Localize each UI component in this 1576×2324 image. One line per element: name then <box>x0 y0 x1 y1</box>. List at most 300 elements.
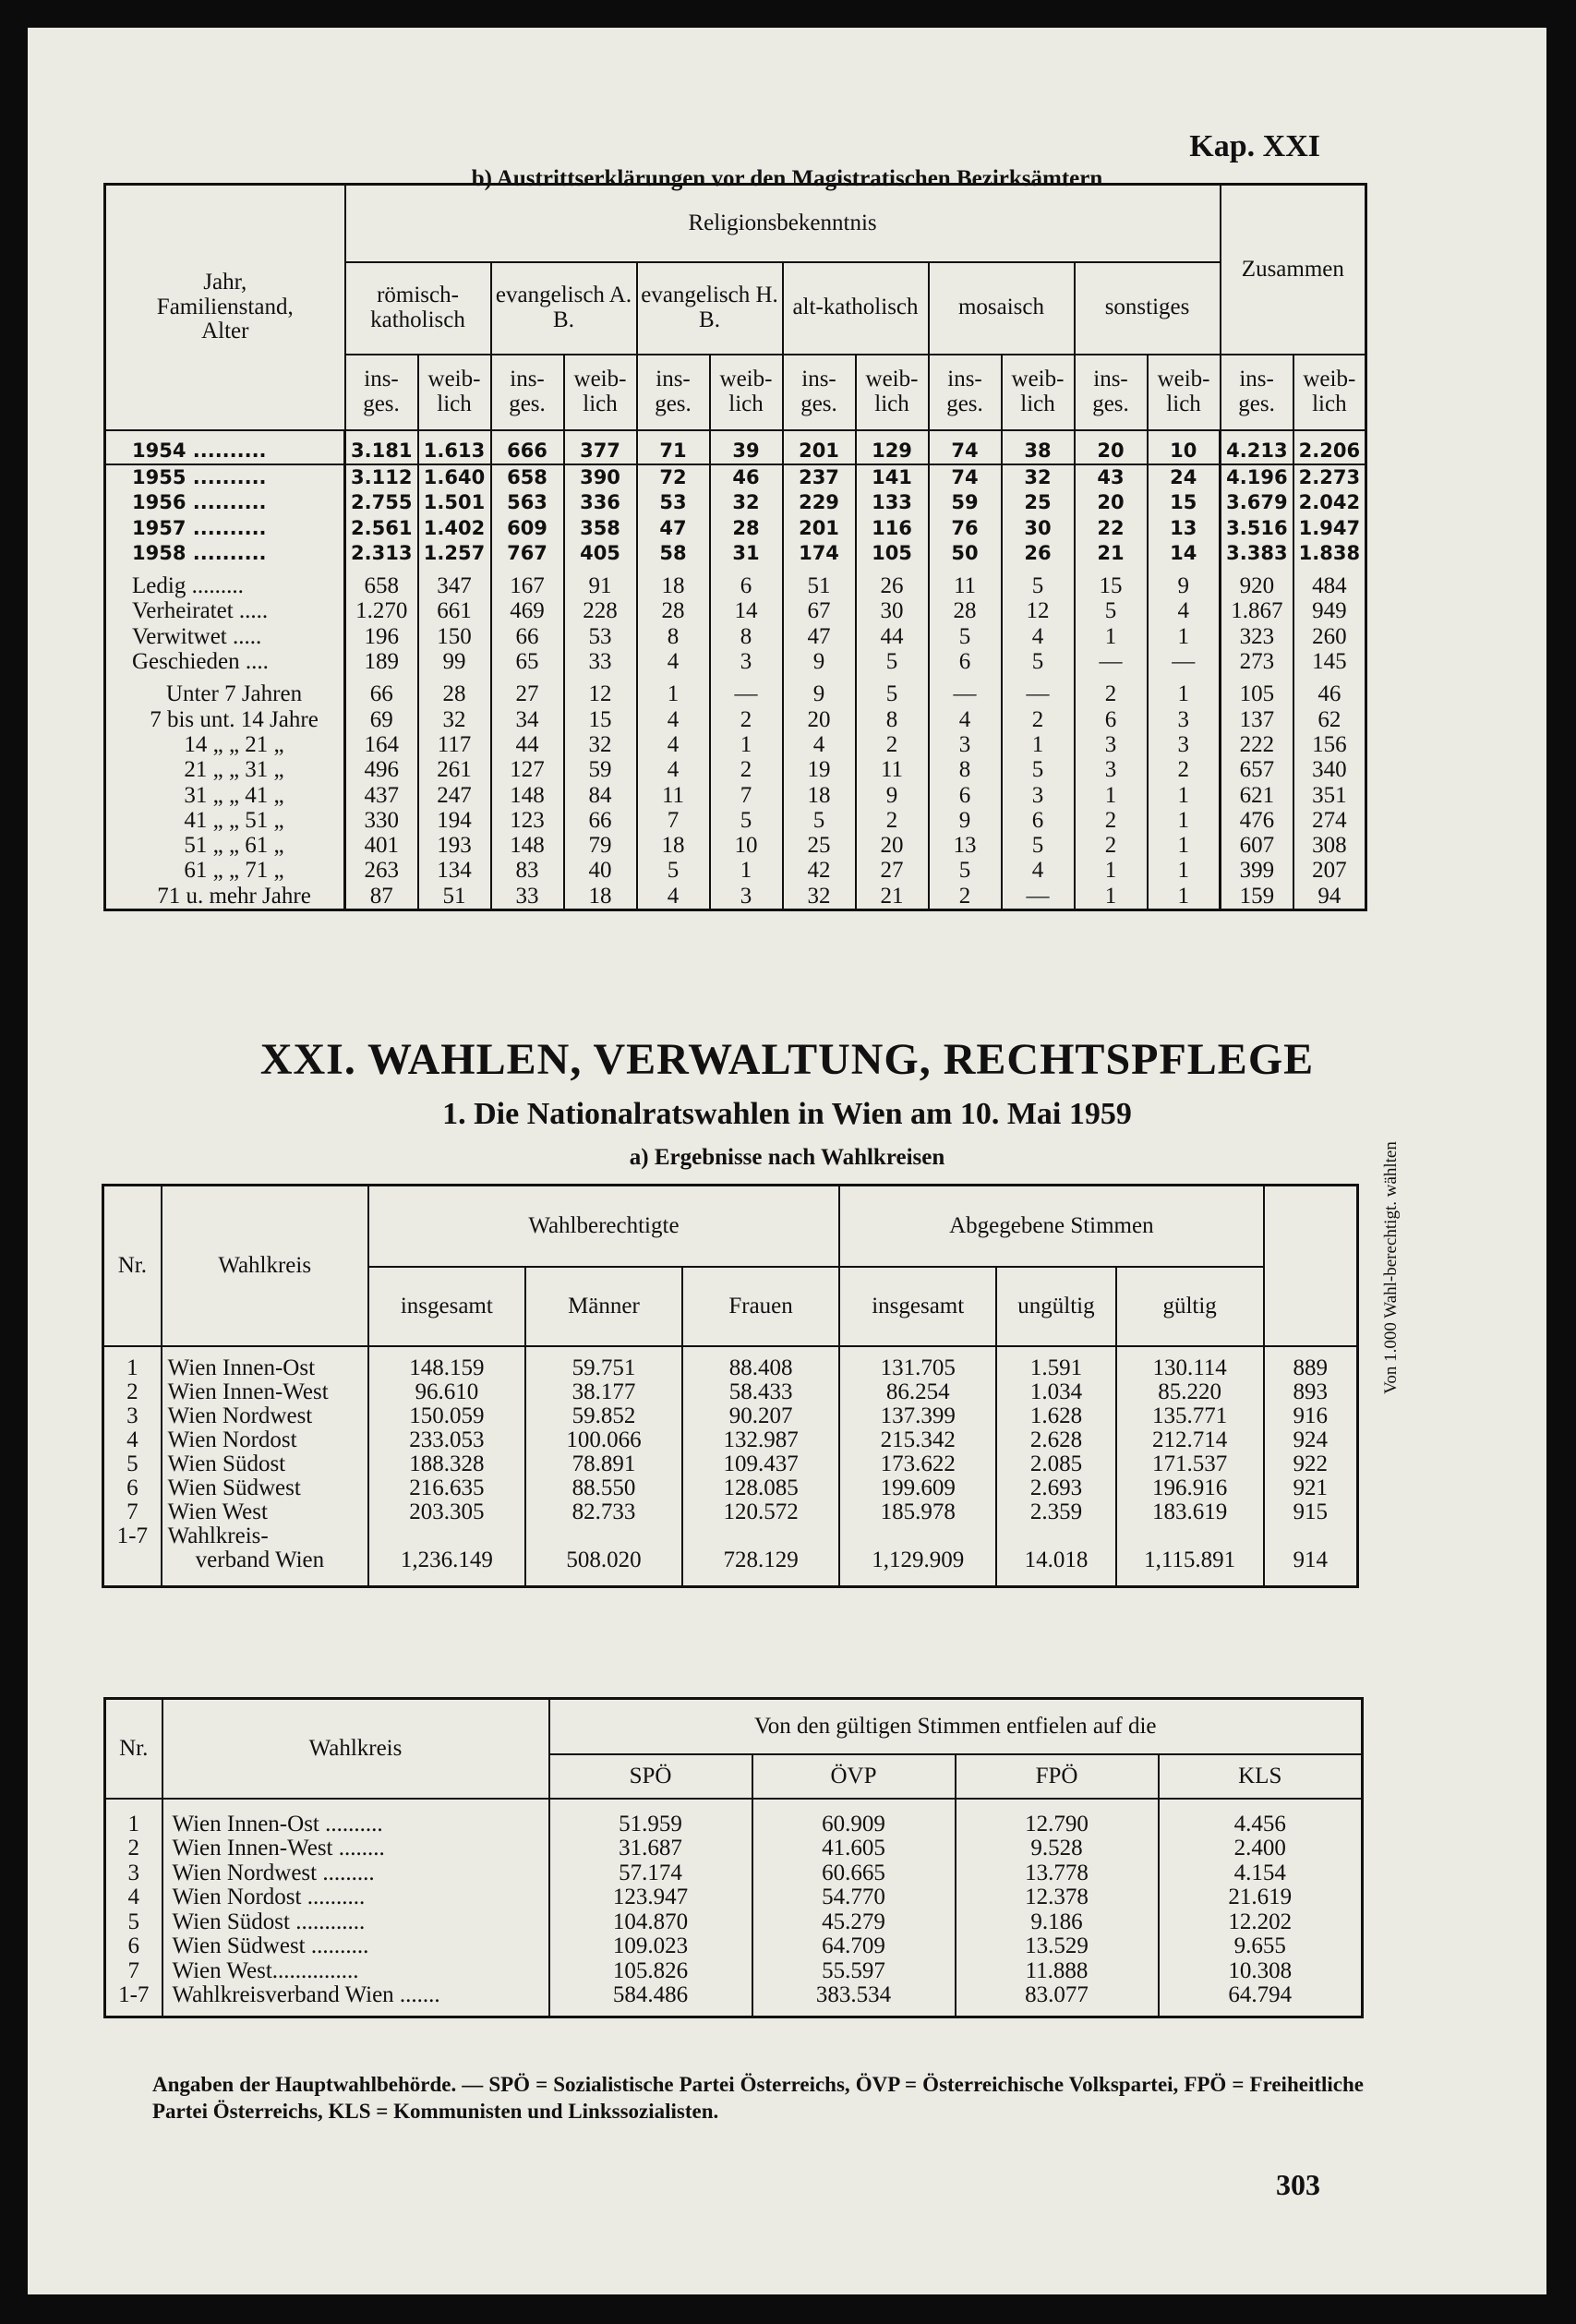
subheader-total: ins-ges. <box>1221 355 1293 430</box>
table-cell: 132.987 <box>682 1428 839 1452</box>
table-cell: 44 <box>856 624 929 649</box>
table-cell: 8 <box>637 624 710 649</box>
table-cell: 9.528 <box>956 1836 1159 1861</box>
table-cell: 5 <box>1002 757 1075 782</box>
table-cell: 4 <box>1002 858 1075 883</box>
table-cell: 3 <box>1002 782 1075 807</box>
table-cell: 1 <box>637 674 710 706</box>
table-row <box>105 674 1366 706</box>
table-cell: 33 <box>491 884 564 910</box>
table-cell: 100.066 <box>525 1428 682 1452</box>
district-name: Wien Innen-Ost <box>162 1356 368 1380</box>
table-cell: 150 <box>418 624 491 649</box>
table-cell: 496 <box>345 757 418 782</box>
page <box>28 28 1546 2294</box>
table-row <box>105 782 1366 807</box>
party-group-header: Von den gültigen Stimmen entfielen auf die <box>549 1699 1363 1754</box>
table-cell: 148 <box>491 782 564 807</box>
table-cell: 11 <box>856 757 929 782</box>
table-cell: 222 <box>1221 732 1293 757</box>
row-label: 41 „ „ 51 „ <box>184 807 284 833</box>
table-row <box>103 1476 1358 1500</box>
table-cell: 55.597 <box>752 1959 956 1984</box>
table-cell: 133 <box>856 490 929 515</box>
spacer-row <box>103 1346 1358 1356</box>
table-cell: 1 <box>1148 858 1221 883</box>
table-cell: 1 <box>710 732 783 757</box>
table-cell: 59.852 <box>525 1404 682 1428</box>
table-cell: 14.018 <box>996 1548 1115 1572</box>
empty-cell <box>1116 1524 1264 1548</box>
table-cell: 2.042 <box>1293 490 1366 515</box>
table-cell: 5 <box>1075 598 1148 623</box>
table-cell: 28 <box>637 598 710 623</box>
table-cell: 32 <box>1002 464 1075 490</box>
row-label: 31 „ „ 41 „ <box>184 782 284 808</box>
table-cell: 46 <box>710 464 783 490</box>
table-cell: 42 <box>783 858 856 883</box>
table-cell: 658 <box>491 464 564 490</box>
table-cell: 41.605 <box>752 1836 956 1861</box>
row-label: 51 „ „ 61 „ <box>184 833 284 859</box>
table-cell: 922 <box>1264 1452 1358 1476</box>
table-cell: 28 <box>710 515 783 540</box>
table-cell: 915 <box>1264 1500 1358 1524</box>
table-cell: 43 <box>1075 464 1148 490</box>
table-cell: 6 <box>1075 706 1148 731</box>
table-cell: 6 <box>710 566 783 598</box>
table-cell: 3.181 <box>345 430 418 464</box>
table-cell: 45.279 <box>752 1910 956 1935</box>
table-cell: 1 <box>1148 884 1221 910</box>
table-cell: 2 <box>710 757 783 782</box>
row-label: Geschieden .... <box>132 649 269 675</box>
table-cell: 193 <box>418 833 491 858</box>
table-cell: 484 <box>1293 566 1366 598</box>
subheader-female: weib-lich <box>418 355 491 430</box>
table-cell: 469 <box>491 598 564 623</box>
table-cell: 5 <box>1002 566 1075 598</box>
district-name: Wien Südwest .......... <box>162 1934 549 1959</box>
table-cell: 4 <box>1002 624 1075 649</box>
table-cell: 330 <box>345 808 418 833</box>
table-cell: 2.693 <box>996 1476 1115 1500</box>
table-cell: 508.020 <box>525 1548 682 1572</box>
table-cell: 87 <box>345 884 418 910</box>
table-cell: 167 <box>491 566 564 598</box>
table-cell: 405 <box>564 541 637 566</box>
district-name: Wien West............... <box>162 1959 549 1984</box>
table-cell: 20 <box>1075 430 1148 464</box>
table-cell: 82.733 <box>525 1500 682 1524</box>
table-cell: 260 <box>1293 624 1366 649</box>
table-cell: 4 <box>637 732 710 757</box>
table-cell: 2 <box>1075 674 1148 706</box>
table-cell: 2 <box>1075 808 1148 833</box>
subheader-female: weib-lich <box>710 355 783 430</box>
table-cell: 437 <box>345 782 418 807</box>
section-title: XXI. WAHLEN, VERWALTUNG, RECHTSPFLEGE <box>259 1035 1315 1084</box>
district-name: Wien Nordwest <box>162 1404 368 1428</box>
district-name: verband Wien <box>162 1548 368 1572</box>
table-cell: 90.207 <box>682 1404 839 1428</box>
row-label: 71 u. mehr Jahre <box>157 883 311 909</box>
spacer-row <box>105 1799 1363 1812</box>
table-cell: 9.186 <box>956 1910 1159 1935</box>
table-cell: 58 <box>637 541 710 566</box>
table-cell: 123.947 <box>549 1885 752 1910</box>
table-cell: 9 <box>783 649 856 674</box>
row-label: 14 „ „ 21 „ <box>184 731 284 757</box>
table-cell: 159 <box>1221 884 1293 910</box>
table-cell: 2.313 <box>345 541 418 566</box>
table-cell: 88.550 <box>525 1476 682 1500</box>
table-cell: 247 <box>418 782 491 807</box>
subheader-female: weib-lich <box>564 355 637 430</box>
table-cell: 60.665 <box>752 1861 956 1886</box>
table-cell: 86.254 <box>839 1380 996 1404</box>
footnote: Angaben der Hauptwahlbehörde. — SPÖ = Sozialistische Partei Österreichs, ÖVP = Österreichische Volkspartei, FPÖ = Freiheitliche Partei Österreichs, KLS = Kommunisten und Linkssozialisten. <box>152 2073 1364 2123</box>
table-cell: 105.826 <box>549 1959 752 1984</box>
table-cell: 83 <box>491 858 564 883</box>
table-cell: 9 <box>856 782 929 807</box>
table-row <box>105 624 1366 649</box>
table-cell: 32 <box>564 732 637 757</box>
row-number: 1 <box>103 1356 162 1380</box>
subheader-total: ins-ges. <box>1075 355 1148 430</box>
table-cell: 3 <box>1148 706 1221 731</box>
table-cell: 5 <box>1002 833 1075 858</box>
table-cell: 33 <box>564 649 637 674</box>
table-cell: 65 <box>491 649 564 674</box>
table-cell: 9 <box>783 674 856 706</box>
column-subheader: Männer <box>525 1267 682 1346</box>
row-label: 21 „ „ 31 „ <box>184 757 284 783</box>
subheader-female: weib-lich <box>1293 355 1366 430</box>
table-cell: 38 <box>1002 430 1075 464</box>
table-row <box>105 732 1366 757</box>
table-row <box>105 1910 1363 1935</box>
table-row <box>103 1404 1358 1428</box>
table-cell: 183.619 <box>1116 1500 1264 1524</box>
table-cell: 24 <box>1148 464 1221 490</box>
table-cell: 8 <box>710 624 783 649</box>
berechtigte-header: Wahlberechtigte <box>368 1186 839 1267</box>
table-row <box>105 706 1366 731</box>
row-number: 1-7 <box>103 1524 162 1548</box>
table-cell: 215.342 <box>839 1428 996 1452</box>
table-cell: 621 <box>1221 782 1293 807</box>
table-cell: 7 <box>637 808 710 833</box>
table-cell: 72 <box>637 464 710 490</box>
table-cell: 920 <box>1221 566 1293 598</box>
table-cell: 83.077 <box>956 1983 1159 2008</box>
table-cell: 2 <box>856 732 929 757</box>
table-cell: 39 <box>710 430 783 464</box>
district-name: Wien Südwest <box>162 1476 368 1500</box>
table-cell: 2.400 <box>1159 1836 1363 1861</box>
table-cell: 5 <box>929 858 1002 883</box>
table-cell: 4.196 <box>1221 464 1293 490</box>
table-cell: 2 <box>856 808 929 833</box>
table-cell: 128.085 <box>682 1476 839 1500</box>
religion-header: Religionsbekenntnis <box>345 185 1221 262</box>
table-cell: 207 <box>1293 858 1366 883</box>
table-cell: 229 <box>783 490 856 515</box>
table-cell: 3 <box>710 884 783 910</box>
table-cell: 3 <box>1148 732 1221 757</box>
stimmen-header: Abgegebene Stimmen <box>839 1186 1263 1267</box>
table-cell: 11 <box>637 782 710 807</box>
empty-cell <box>525 1524 682 1548</box>
row-label: 1957 .......... <box>132 516 267 539</box>
table-cell: 607 <box>1221 833 1293 858</box>
row-label: Unter 7 Jahren <box>165 681 303 707</box>
table-cell: 661 <box>418 598 491 623</box>
religion-group-header: evangelisch H. B. <box>637 262 783 355</box>
table-cell: 2 <box>1002 706 1075 731</box>
table-cell: 47 <box>783 624 856 649</box>
table-cell: 164 <box>345 732 418 757</box>
table-cell: 666 <box>491 430 564 464</box>
table-cell: 15 <box>1075 566 1148 598</box>
table-cell: — <box>929 674 1002 706</box>
district-name: Wien Innen-Ost .......... <box>162 1812 549 1837</box>
district-name: Wien Nordwest ......... <box>162 1861 549 1886</box>
table-cell: 199.609 <box>839 1476 996 1500</box>
table-cell: 27 <box>856 858 929 883</box>
table-cell: 21.619 <box>1159 1885 1363 1910</box>
table-cell: 59 <box>564 757 637 782</box>
table-cell: 14 <box>710 598 783 623</box>
row-number: 3 <box>103 1404 162 1428</box>
table-cell: 9.655 <box>1159 1934 1363 1959</box>
table-cell: 390 <box>564 464 637 490</box>
table-cell: 1.640 <box>418 464 491 490</box>
table-cell: 127 <box>491 757 564 782</box>
table-cell: 28 <box>418 674 491 706</box>
table-cell: 1.501 <box>418 490 491 515</box>
table-cell: 889 <box>1264 1356 1358 1380</box>
table-cell: 20 <box>783 706 856 731</box>
per1000-header: Von 1.000 Wahl-berechtigt. wählten <box>1264 1186 1358 1346</box>
table-cell: 31 <box>710 541 783 566</box>
page-number: 303 <box>1276 2168 1320 2201</box>
table-cell: 563 <box>491 490 564 515</box>
table-cell: 15 <box>564 706 637 731</box>
table-cell: 18 <box>783 782 856 807</box>
table-cell: 30 <box>1002 515 1075 540</box>
row-number: 4 <box>103 1428 162 1452</box>
table-row <box>105 833 1366 858</box>
empty-cell <box>368 1524 525 1548</box>
table-cell: 99 <box>418 649 491 674</box>
subheader-total: ins-ges. <box>783 355 856 430</box>
table-cell: 47 <box>637 515 710 540</box>
table-cell: 141 <box>856 464 929 490</box>
nr-header: Nr. <box>103 1186 162 1346</box>
table-cell: 4 <box>637 884 710 910</box>
table-cell: 12.378 <box>956 1885 1159 1910</box>
table-cell: 78.891 <box>525 1452 682 1476</box>
section-subtitle: 1. Die Nationalratswahlen in Wien am 10. Mai 1959 <box>442 1097 1132 1131</box>
table-cell: 203.305 <box>368 1500 525 1524</box>
table-cell: 148.159 <box>368 1356 525 1380</box>
table-cell: 1 <box>1148 833 1221 858</box>
table-row <box>105 1836 1363 1861</box>
table-cell: 2.206 <box>1293 430 1366 464</box>
row-number: 5 <box>105 1910 162 1935</box>
table-row <box>103 1356 1358 1380</box>
district-name: Wien Innen-West <box>162 1380 368 1404</box>
table-cell: 3 <box>929 732 1002 757</box>
table-row <box>105 1959 1363 1984</box>
table-row <box>105 541 1366 566</box>
row-number: 2 <box>105 1836 162 1861</box>
row-number: 2 <box>103 1380 162 1404</box>
row-label: 1958 .......... <box>132 541 267 564</box>
table-cell: 105 <box>1221 674 1293 706</box>
table-cell: 1 <box>1148 674 1221 706</box>
table-cell: 4 <box>637 649 710 674</box>
table-cell: 9 <box>1148 566 1221 598</box>
row-number: 6 <box>105 1934 162 1959</box>
table-cell: 10 <box>710 833 783 858</box>
row-number: 6 <box>103 1476 162 1500</box>
column-subheader: gültig <box>1116 1267 1264 1346</box>
row-label: Verwitwet ..... <box>132 623 262 649</box>
table-cell: 22 <box>1075 515 1148 540</box>
table-cell: 1.034 <box>996 1380 1115 1404</box>
table-cell: 64.709 <box>752 1934 956 1959</box>
table-cell: 728.129 <box>682 1548 839 1572</box>
table-cell: — <box>1075 649 1148 674</box>
table-cell: 201 <box>783 430 856 464</box>
withdrawal-table <box>103 183 1367 911</box>
table-cell: 185.978 <box>839 1500 996 1524</box>
table-cell: 2 <box>1075 833 1148 858</box>
table-cell: 4.213 <box>1221 430 1293 464</box>
table-cell: 12.790 <box>956 1812 1159 1837</box>
table-cell: 40 <box>564 858 637 883</box>
table-cell: 13.529 <box>956 1934 1159 1959</box>
spacer-row <box>103 1572 1358 1587</box>
table-cell: 5 <box>710 808 783 833</box>
table-cell: 196 <box>345 624 418 649</box>
empty-cell <box>996 1524 1115 1548</box>
table-cell: 1.838 <box>1293 541 1366 566</box>
column-subheader: insgesamt <box>839 1267 996 1346</box>
subheader-total: ins-ges. <box>345 355 418 430</box>
table-cell: 79 <box>564 833 637 858</box>
table-cell: 50 <box>929 541 1002 566</box>
table-cell: 130.114 <box>1116 1356 1264 1380</box>
table-cell: 2.085 <box>996 1452 1115 1476</box>
column-subheader: Frauen <box>682 1267 839 1346</box>
table-cell: 5 <box>1002 649 1075 674</box>
table-cell: — <box>710 674 783 706</box>
column-subheader: ungültig <box>996 1267 1115 1346</box>
table-cell: 51 <box>418 884 491 910</box>
table-cell: 201 <box>783 515 856 540</box>
table-cell: 2 <box>1148 757 1221 782</box>
table-cell: 104.870 <box>549 1910 752 1935</box>
table-cell: 3 <box>710 649 783 674</box>
table-cell: 237 <box>783 464 856 490</box>
table-cell: 2 <box>710 706 783 731</box>
district-name: Wahlkreis- <box>162 1524 368 1548</box>
subheader-total: ins-ges. <box>637 355 710 430</box>
table-cell: — <box>1148 649 1221 674</box>
table-cell: 21 <box>1075 541 1148 566</box>
table-cell: 399 <box>1221 858 1293 883</box>
table-cell: 6 <box>929 782 1002 807</box>
table-cell: 3 <box>1075 757 1148 782</box>
table-cell: 13 <box>1148 515 1221 540</box>
table-cell: 64.794 <box>1159 1983 1363 2008</box>
table-cell: 57.174 <box>549 1861 752 1886</box>
table-cell: 916 <box>1264 1404 1358 1428</box>
table-cell: 8 <box>856 706 929 731</box>
table-cell: 2.561 <box>345 515 418 540</box>
table-cell: 2.359 <box>996 1500 1115 1524</box>
table-cell: 59.751 <box>525 1356 682 1380</box>
table-cell: 189 <box>345 649 418 674</box>
table-cell: 351 <box>1293 782 1366 807</box>
table-row <box>105 757 1366 782</box>
table-cell: 3.679 <box>1221 490 1293 515</box>
table-cell: 76 <box>929 515 1002 540</box>
empty-cell <box>1264 1524 1358 1548</box>
column-subheader: insgesamt <box>368 1267 525 1346</box>
table-row <box>105 884 1366 910</box>
table-cell: 233.053 <box>368 1428 525 1452</box>
chapter-label: Kap. XXI <box>1189 129 1320 163</box>
row-number: 1 <box>105 1812 162 1837</box>
table-cell: 2 <box>929 884 1002 910</box>
table-cell: 1,115.891 <box>1116 1548 1264 1572</box>
table-cell: 32 <box>783 884 856 910</box>
table-cell: 11.888 <box>956 1959 1159 1984</box>
table-cell: 67 <box>783 598 856 623</box>
table-cell: 949 <box>1293 598 1366 623</box>
party-header: KLS <box>1159 1754 1363 1799</box>
table-row <box>105 1885 1363 1910</box>
table-cell: 212.714 <box>1116 1428 1264 1452</box>
table-cell: 137.399 <box>839 1404 996 1428</box>
table-cell: 30 <box>856 598 929 623</box>
table-cell: 924 <box>1264 1428 1358 1452</box>
row-label: 1956 .......... <box>132 491 267 514</box>
district-name: Wien Innen-West ........ <box>162 1836 549 1861</box>
table-row <box>105 808 1366 833</box>
table-cell: 4.456 <box>1159 1812 1363 1837</box>
section-subsubtitle: a) Ergebnisse nach Wahlkreisen <box>629 1145 945 1170</box>
table-cell: 105 <box>856 541 929 566</box>
table-cell: 2.755 <box>345 490 418 515</box>
table-cell: 13.778 <box>956 1861 1159 1886</box>
table-cell: 51 <box>783 566 856 598</box>
table-row <box>103 1500 1358 1524</box>
table-cell: 1.613 <box>418 430 491 464</box>
table-row <box>105 566 1366 598</box>
table-cell: 131.705 <box>839 1356 996 1380</box>
table-cell: 1 <box>1075 858 1148 883</box>
table-cell: 1 <box>1148 808 1221 833</box>
table-cell: 1 <box>1075 782 1148 807</box>
table-cell: 11 <box>929 566 1002 598</box>
table-cell: 4 <box>637 706 710 731</box>
